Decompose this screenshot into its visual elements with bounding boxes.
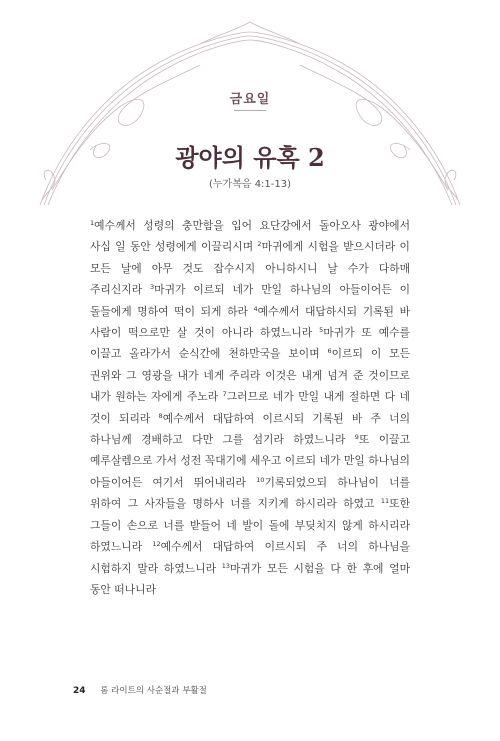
verse-number: 9 xyxy=(354,433,359,442)
verse-text: 예수께서 성령의 충만함을 입어 요단강에서 돌아오사 광야에서 사십 일 동안 성령에게 이끌리시며 xyxy=(90,219,410,254)
verse-text: 또 이끌고 예루살렘으로 가서 성전 꼭대기에 세우고 이르되 네가 만일 하나님의 아들이어든 여기서 뛰어내리라 xyxy=(90,433,411,489)
verse-number: 11 xyxy=(380,497,390,506)
book-title: 롬 라이트의 사순절과 부활절 xyxy=(100,686,207,696)
verse-number: 12 xyxy=(152,540,161,549)
verse-number: 3 xyxy=(150,283,155,292)
scripture-text xyxy=(90,215,410,600)
verse-number: 1 xyxy=(90,219,95,227)
page-title: 광야의 유혹 2 xyxy=(175,143,325,172)
verse-number: 5 xyxy=(319,326,324,335)
verse-text: 예수께서 대답하여 이르시되 주 너의 하나님을 시험하지 말라 하였느니라 xyxy=(90,540,410,575)
day-divider xyxy=(234,110,266,111)
verse-number: 13 xyxy=(221,561,230,570)
page-footer xyxy=(73,684,207,696)
verse-text: 마귀에게 시험을 받으시더라 이 모든 날에 아무 것도 잡수시지 아니하시니 날 수가 다하매 주리신지라 xyxy=(90,240,410,297)
verse-text: 마귀가 또 예수를 이끌고 올라가서 순식간에 천하만국을 보이며 xyxy=(90,326,411,361)
day-label: 금요일 xyxy=(229,92,271,107)
verse-text: 마귀가 모든 시험을 다 한 후에 얼마 동안 떠나니라 xyxy=(90,561,410,596)
verse-text: 그러므로 네가 만일 내게 절하면 다 네 것이 되리라 xyxy=(90,390,410,425)
scripture-reference: (누가복음 4:1-13) xyxy=(208,179,292,190)
verse-text: 예수께서 대답하시되 기록된 바 사람이 떡으로만 살 것이 아니라 하였느니라 xyxy=(90,304,410,340)
verse-number: 6 xyxy=(327,347,332,356)
ornamental-frame xyxy=(0,0,500,230)
verse-number: 7 xyxy=(222,390,227,399)
verse-text: 기록되었으되 하나님이 너를 위하여 그 사자들을 명하사 너를 지키게 하시리라 하였고 xyxy=(90,475,410,511)
verse-number: 8 xyxy=(158,411,163,420)
verse-number: 2 xyxy=(257,240,262,249)
verse-text: 마귀가 이르되 네가 만일 하나님의 아들이어든 이 돌들에게 명하여 떡이 되게 하라 xyxy=(90,283,410,318)
verse-number: 4 xyxy=(253,304,258,313)
verse-text: 또한 그들이 손으로 너를 받들어 네 발이 돌에 부딪치지 않게 하시리라 하였느니라 xyxy=(90,497,410,554)
verse-text: 이르되 이 모든 권위와 그 영광을 내가 네게 주리라 이것은 내게 넘겨 준 것이므로 내가 원하는 자에게 주노라 xyxy=(90,347,410,404)
page-number: 24 xyxy=(73,686,86,696)
verse-number: 10 xyxy=(256,475,265,484)
verse-text: 예수께서 대답하여 이르시되 기록된 바 주 너의 하나님께 경배하고 다만 그를 섬기라 하였느니라 xyxy=(90,411,411,447)
